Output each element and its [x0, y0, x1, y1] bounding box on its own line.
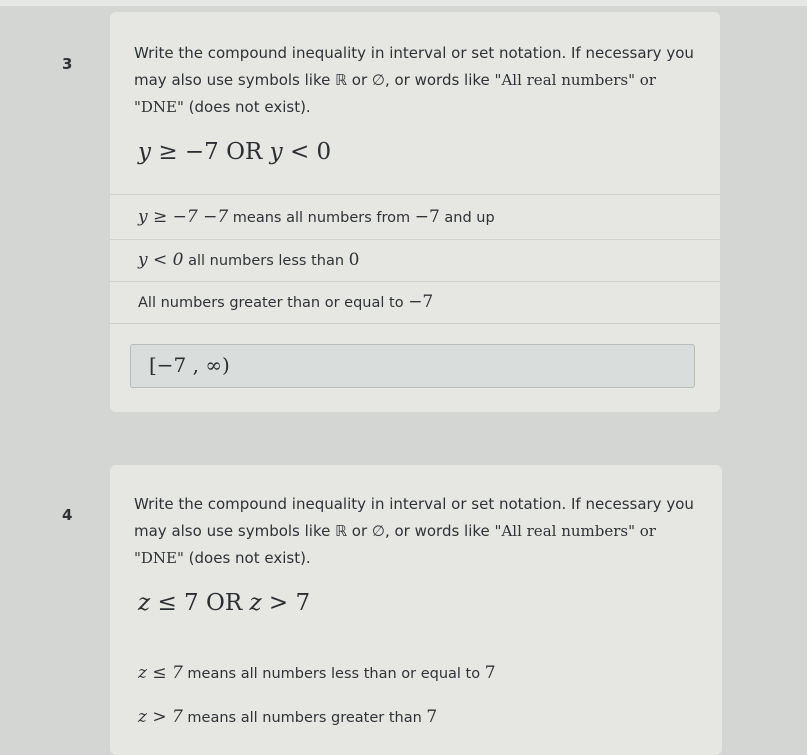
- question-number: 3: [62, 55, 73, 73]
- compound-inequality: y ≥ −7 OR y < 0: [138, 139, 332, 165]
- question-card: [110, 12, 720, 412]
- divider: [110, 194, 720, 195]
- question-number: 4: [62, 506, 73, 524]
- question-card: [110, 465, 722, 755]
- work-step: z ≤ 7 means all numbers less than or equal to 7: [138, 663, 496, 683]
- compound-inequality: z ≤ 7 OR z > 7: [138, 590, 311, 616]
- top-edge: [0, 0, 807, 6]
- question-prompt: Write the compound inequality in interval or set notation. If necessary you may also use symbols like ℝ or ∅, or words like "All real numbers" or "DNE" (does not exist).: [134, 495, 694, 567]
- work-step: z > 7 means all numbers greater than 7: [138, 707, 438, 727]
- answer-value: [−7 , ∞): [149, 353, 230, 377]
- work-step: All numbers greater than or equal to −7: [138, 292, 434, 312]
- answer-input[interactable]: [130, 344, 695, 388]
- divider: [110, 281, 720, 282]
- divider: [110, 323, 720, 324]
- divider: [110, 239, 720, 240]
- work-step: y < 0 all numbers less than 0: [138, 250, 360, 270]
- question-prompt: Write the compound inequality in interval or set notation. If necessary you may also use symbols like ℝ or ∅, or words like "All real numbers" or "DNE" (does not exist).: [134, 44, 694, 116]
- work-step: y ≥ −7 −7 means all numbers from −7 and up: [138, 207, 495, 227]
